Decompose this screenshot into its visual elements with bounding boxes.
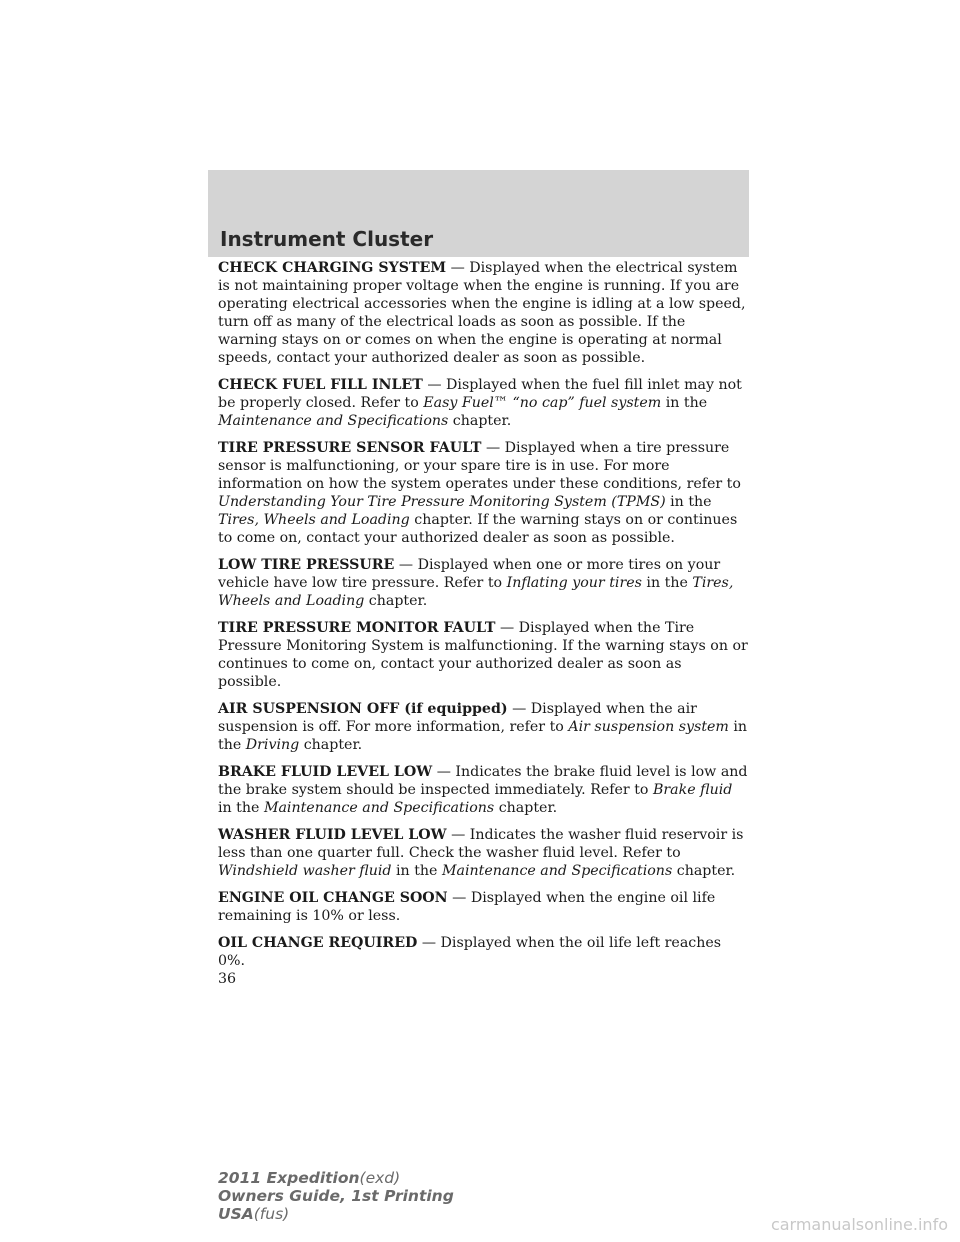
footer-market: USA [218,1205,254,1223]
entry-reference: Brake fluid [652,782,733,798]
entry-chapter-reference: Driving [245,737,300,753]
entry-connector: in the [641,575,693,591]
entry-term: WASHER FLUID LEVEL LOW [218,827,447,843]
entry-low-tire-pressure [218,556,748,610]
entry-description: — Displayed when one or more tires on your vehicle have low tire pressure. Refer to [218,557,721,591]
entry-term: OIL CHANGE REQUIRED [218,935,418,951]
page-content [218,259,748,979]
entry-term: AIR SUSPENSION OFF (if equipped) [218,701,508,717]
entry-chapter-reference: Tires, Wheels and Loading [218,575,734,609]
entry-term: BRAKE FLUID LEVEL LOW [218,764,433,780]
entry-description: — Indicates the brake fluid level is low and the brake system should be inspected immediately. Refer to [218,764,748,798]
entry-description: — Displayed when the engine oil life remaining is 10% or less. [218,890,716,924]
footer-line-market [218,1205,454,1223]
entry-term: TIRE PRESSURE MONITOR FAULT [218,620,496,636]
entry-tire-pressure-sensor-fault [218,439,748,547]
entry-connector: in the [391,863,442,879]
entry-check-charging-system [218,259,748,367]
entry-chapter-reference: Maintenance and Specifications [218,413,449,429]
entry-chapter-reference: Maintenance and Specifications [441,863,673,879]
document-footer [218,1169,454,1223]
entry-check-fuel-fill-inlet [218,376,748,430]
entry-ending: chapter. [299,737,363,753]
entry-description: — Indicates the washer fluid reservoir is less than one quarter full. Check the washer fluid level. Refer to [218,827,744,861]
entry-ending: chapter. [448,413,512,429]
entry-chapter-reference: Tires, Wheels and Loading [218,512,410,528]
footer-line-edition [218,1187,454,1205]
entry-connector: in the [218,800,264,816]
entry-oil-change-required [218,934,748,970]
entry-description: — Displayed when the oil life left reaches 0%. [218,935,722,969]
entry-air-suspension-off [218,700,748,754]
entry-reference: Understanding Your Tire Pressure Monitoring System (TPMS) [218,494,666,510]
entry-reference: Windshield washer fluid [218,863,392,879]
entry-description: — Displayed when the electrical system is not maintaining proper voltage when the engine is running. If you are operating electrical accessories when the engine is idling at a low speed, turn off as many of the electrical loads as soon as possible. If the warning stays on or comes on when the engine is operating at normal speeds, contact your authorized dealer as soon as possible. [218,260,746,366]
entry-term: CHECK CHARGING SYSTEM [218,260,447,276]
entry-description: — Displayed when the fuel fill inlet may not be properly closed. Refer to [218,377,742,411]
entry-ending: chapter. If the warning stays on or continues to come on, contact your authorized dealer as soon as possible. [218,512,738,546]
entry-term: CHECK FUEL FILL INLET [218,377,423,393]
entry-brake-fluid-level-low [218,763,748,817]
footer-market-code: (fus) [253,1205,290,1223]
page-number: 36 [218,971,237,987]
entry-description: — Displayed when the air suspension is off. For more information, refer to [218,701,697,735]
entry-ending: chapter. [672,863,736,879]
entry-ending: chapter. [364,593,428,609]
watermark: carmanualsonline.info [770,1215,948,1234]
footer-line-model [218,1169,454,1187]
entry-reference: Air suspension system [568,719,729,735]
entry-term: LOW TIRE PRESSURE [218,557,395,573]
footer-edition: Owners Guide, 1st Printing [218,1187,454,1205]
entry-chapter-reference: Maintenance and Specifications [263,800,495,816]
entry-reference: Inflating your tires [506,575,642,591]
footer-model-code: (exd) [359,1169,401,1187]
section-header-band [208,170,749,257]
entry-term: ENGINE OIL CHANGE SOON [218,890,448,906]
entry-engine-oil-change-soon [218,889,748,925]
entry-connector: in the [218,719,748,753]
entry-connector: in the [661,395,708,411]
section-title: Instrument Cluster [220,227,434,251]
entry-description: — Displayed when the Tire Pressure Monitoring System is malfunctioning. If the warning stays on or continues to come on, contact your authorized dealer as soon as possible. [218,620,748,690]
entry-description: — Displayed when a tire pressure sensor is malfunctioning, or your spare tire is in use. For more information on how the system operates under these conditions, refer to [218,440,741,492]
entry-connector: in the [665,494,712,510]
entry-term: TIRE PRESSURE SENSOR FAULT [218,440,482,456]
entry-tire-pressure-monitor-fault [218,619,748,691]
footer-model: 2011 Expedition [218,1169,360,1187]
entry-ending: chapter. [494,800,558,816]
entry-reference: Easy Fuel™ “no cap” fuel system [423,395,662,411]
entry-washer-fluid-level-low [218,826,748,880]
